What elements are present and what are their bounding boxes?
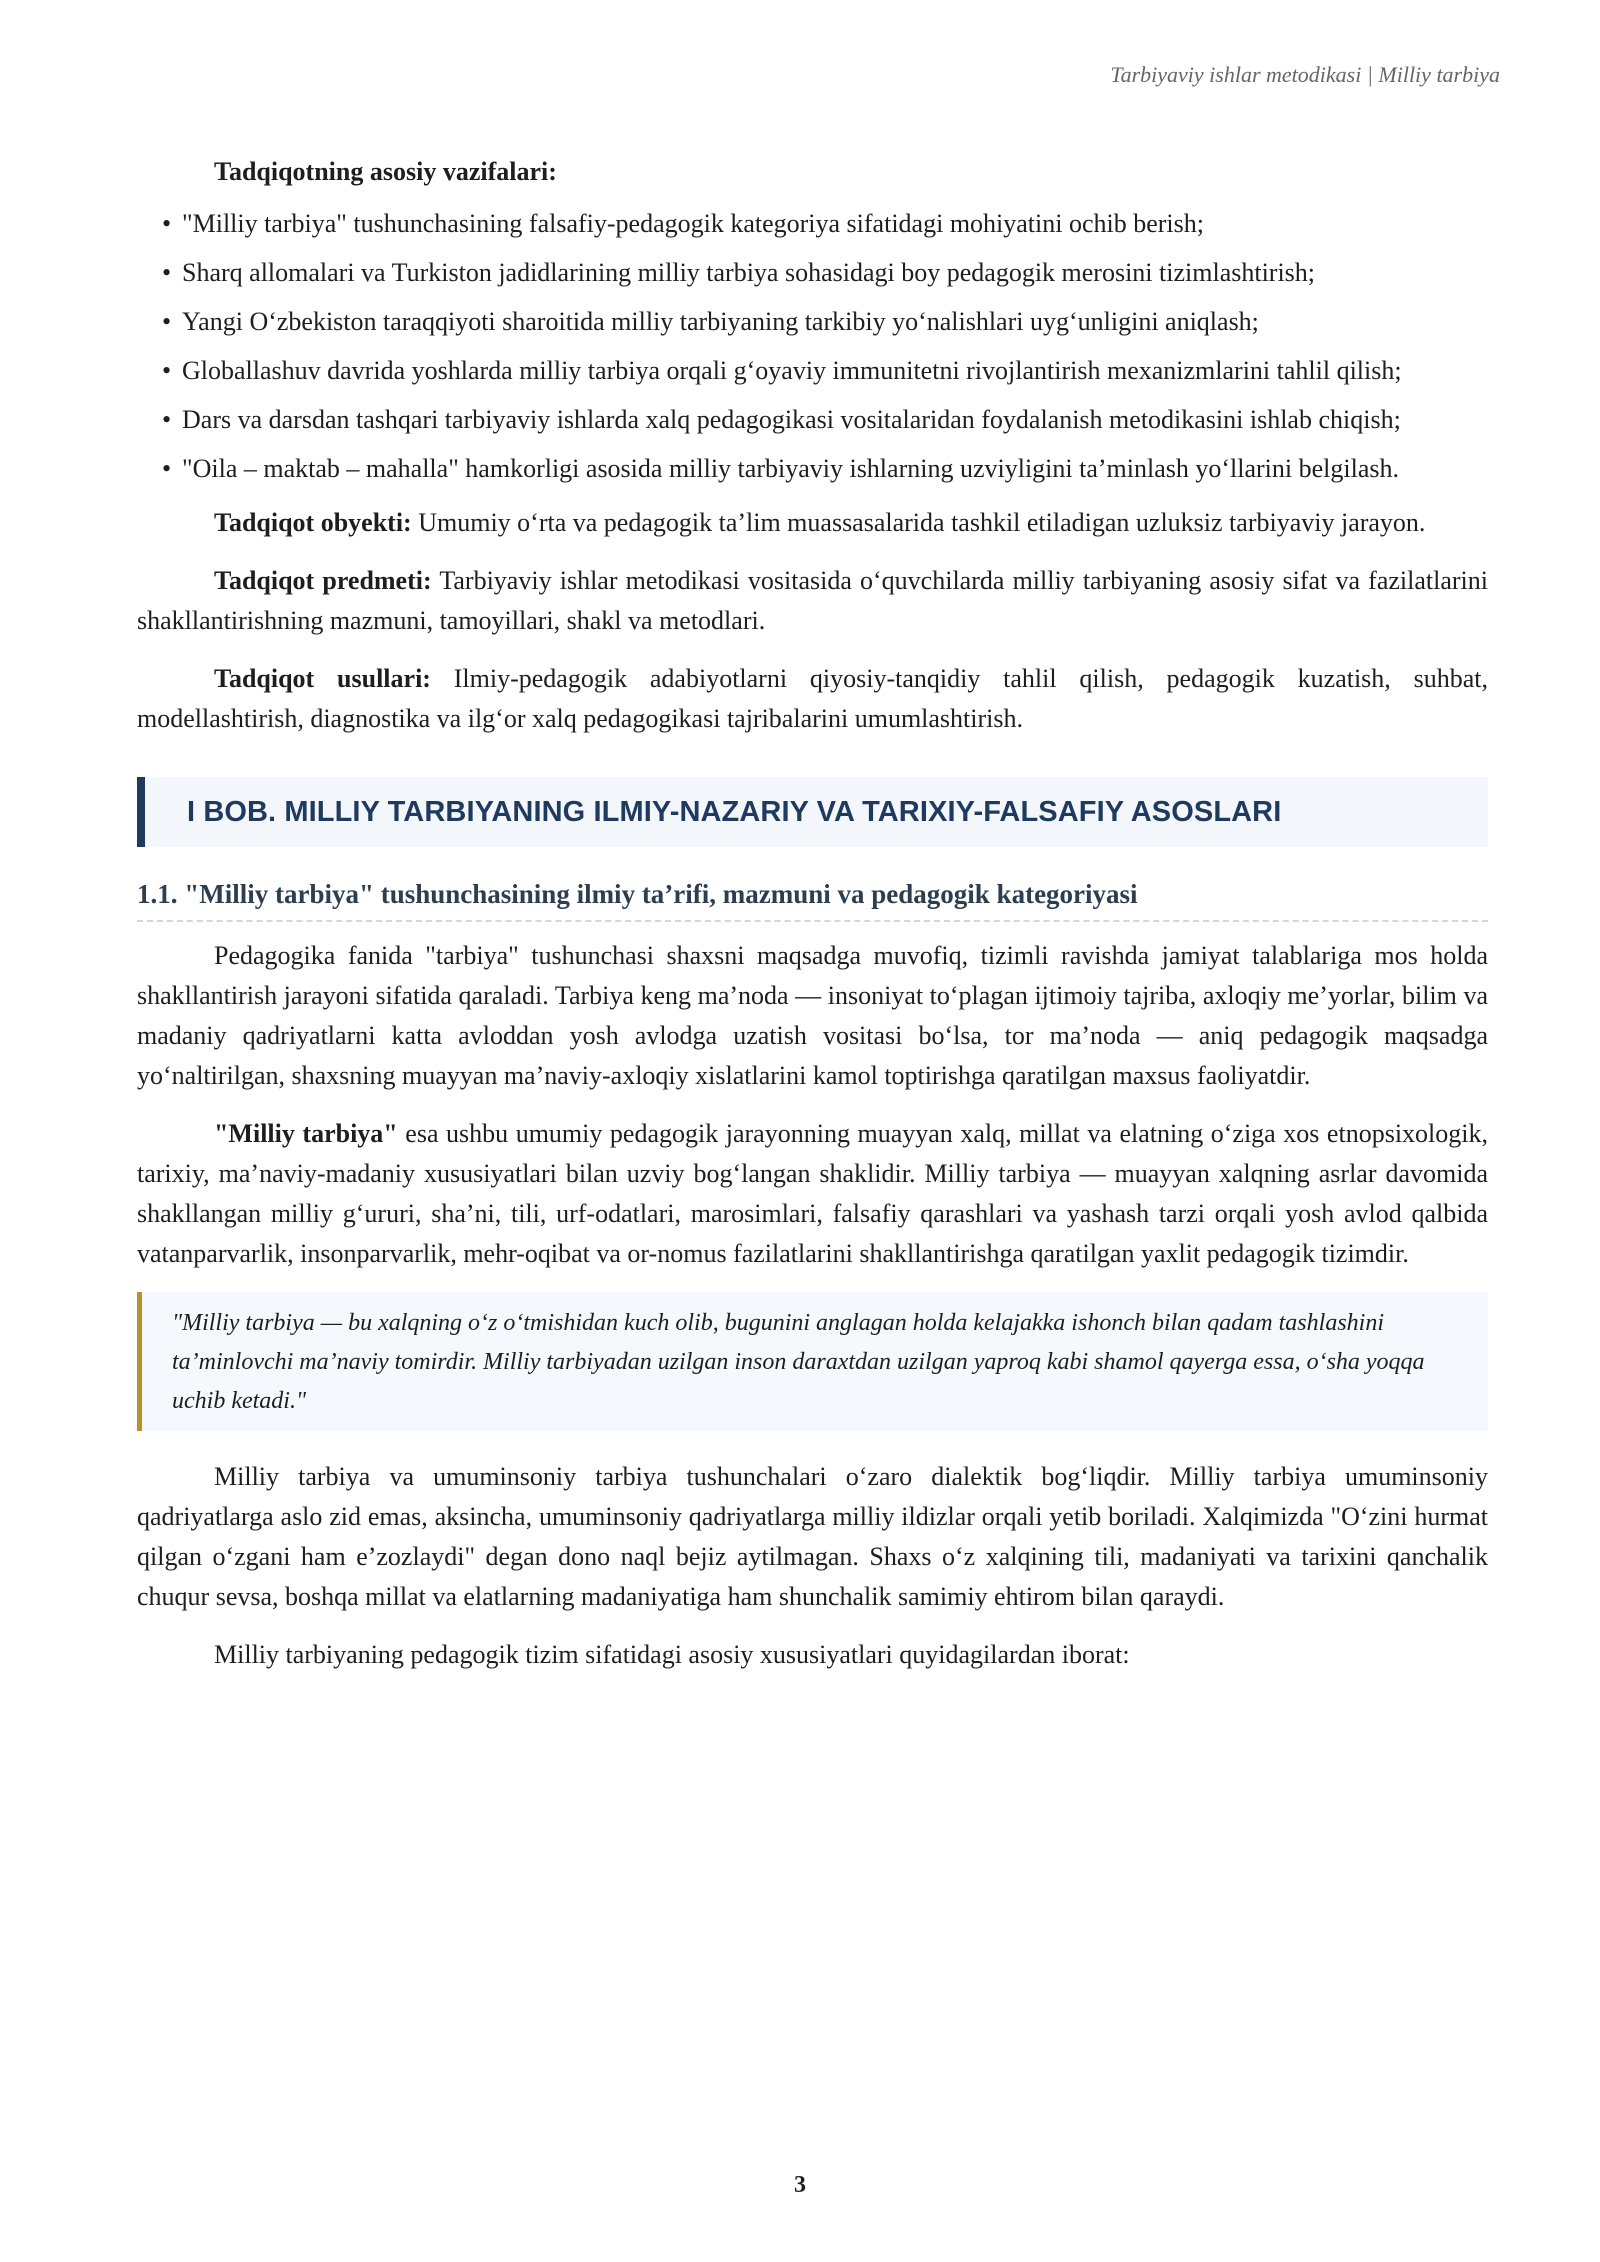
list-item: • Globallashuv davrida yoshlarda milliy tarbiya orqali g‘oyaviy immunitetni rivojlantirish mexanizmlarini tahlil qilish; [137,351,1488,391]
research-methods-label: Tadqiqot usullari: [214,664,431,693]
chapter-title: I BOB. MILLIY TARBIYANING ILMIY-NAZARIY VA TARIXIY-FALSAFIY ASOSLARI [187,795,1282,828]
list-item: • Sharq allomalari va Turkiston jadidlarining milliy tarbiya sohasidagi boy pedagogik merosini tizimlashtirish; [137,253,1488,293]
list-item: • "Oila – maktab – mahalla" hamkorligi asosida milliy tarbiyaviy ishlarning uzviyligini ta’minlash yo‘llarini belgilash. [137,449,1488,489]
blockquote [137,1292,1488,1431]
body-paragraph: Milliy tarbiyaning pedagogik tizim sifatidagi asosiy xususiyatlari quyidagilardan iborat: [214,1640,1130,1669]
body-text: esa ushbu umumiy pedagogik jarayonning muayyan xalq, millat va elatning o‘ziga xos etnopsixologik, tarixiy, ma’naviy-madaniy xususiyatlari bilan uzviy bog‘langan shaklidir. Milliy tarbiya — muayyan xalqning asrlar davomida shakllangan milliy g‘ururi, sha’ni, tili, urf-odatlari, marosimlari, falsafiy qarashlari va yashash tarzi orqali yosh avlod qalbida vatanparvarlik, insonparvarlik, mehr-oqibat va or-nomus fazilatlarini shakllantirishga qaratilgan yaxlit pedagogik tizimdir. [137,1119,1488,1268]
list-item: • "Milliy tarbiya" tushunchasining falsafiy-pedagogik kategoriya sifatidagi mohiyatini ochib berish; [137,204,1488,244]
research-methods [137,659,1488,739]
research-object-label: Tadqiqot obyekti: [214,508,412,537]
tasks-list [137,204,1488,489]
list-item: • Yangi O‘zbekiston taraqqiyoti sharoitida milliy tarbiyaning tarkibiy yo‘nalishlari uyg‘unligini aniqlash; [137,302,1488,342]
research-subject-text: Tarbiyaviy ishlar metodikasi vositasida o‘quvchilarda milliy tarbiyaning asosiy sifat va fazilatlarini shakllantirishning mazmuni, tamoyillari, shakl va metodlari. [137,566,1488,635]
section-title: 1.1. "Milliy tarbiya" tushunchasining ilmiy ta’rifi, mazmuni va pedagogik kategoriyasi [137,879,1488,922]
body-paragraph: Pedagogika fanida "tarbiya" tushunchasi shaxsni maqsadga muvofiq, tizimli ravishda jamiyat talablariga mos holda shakllantirish jarayoni sifatida qaraladi. Tarbiya keng ma’noda — insoniyat to‘plagan ijtimoiy tajriba, axloqiy me’yorlar, bilim va madaniy qadriyatlarni katta avloddan yosh avlodga uzatish vositasi bo‘lsa, tor ma’noda — aniq pedagogik maqsadga yo‘naltirilgan, shaxsning muayyan ma’naviy-axloqiy xislatlarini kamol toptirishga qaratilgan maxsus faoliyatdir. [137,941,1488,1090]
research-subject [137,561,1488,641]
body-paragraph: Milliy tarbiya va umuminsoniy tarbiya tushunchalari o‘zaro dialektik bog‘liqdir. Milliy tarbiya umuminsoniy qadriyatlarga aslo zid emas, aksincha, umuminsoniy qadriyatlarga milliy ildizlar orqali yetib boriladi. Xalqimizda "O‘zini hurmat qilgan o‘zgani ham e’zozlaydi" degan dono naql bejiz aytilmagan. Shaxs o‘z xalqining tili, madaniyati va tarixini qanchalik chuqur sevsa, boshqa millat va elatlarning madaniyatiga ham shunchalik samimiy ehtirom bilan qaraydi. [137,1462,1488,1611]
body-paragraph [137,1114,1488,1274]
term-bold: "Milliy tarbiya" [214,1119,398,1148]
page-content [137,152,1488,1693]
research-subject-label: Tadqiqot predmeti: [214,566,432,595]
tasks-heading: Tadqiqotning asosiy vazifalari: [214,157,557,186]
running-header: Tarbiyaviy ishlar metodikasi | Milliy tarbiya [1110,62,1500,87]
research-object-text: Umumiy o‘rta va pedagogik ta’lim muassasalarida tashkil etiladigan uzluksiz tarbiyaviy jarayon. [411,508,1426,537]
page-number: 3 [794,2172,806,2198]
list-item: • Dars va darsdan tashqari tarbiyaviy ishlarda xalq pedagogikasi vositalaridan foydalanish metodikasini ishlab chiqish; [137,400,1488,440]
chapter-banner [137,777,1488,847]
research-methods-text: Ilmiy-pedagogik adabiyotlarni qiyosiy-tanqidiy tahlil qilish, pedagogik kuzatish, suhbat, modellashtirish, diagnostika va ilg‘or xalq pedagogikasi tajribalarini umumlashtirish. [137,664,1489,733]
research-object [137,503,1488,543]
quote-text: "Milliy tarbiya — bu xalqning o‘z o‘tmishidan kuch olib, bugunini anglagan holda kelajakka ishonch bilan qadam tashlashini ta’minlovchi ma’naviy tomirdir. Milliy tarbiyadan uzilgan inson daraxtdan uzilgan yaproq kabi shamol qayerga essa, o‘sha yoqqa uchib ketadi." [172,1310,1425,1414]
